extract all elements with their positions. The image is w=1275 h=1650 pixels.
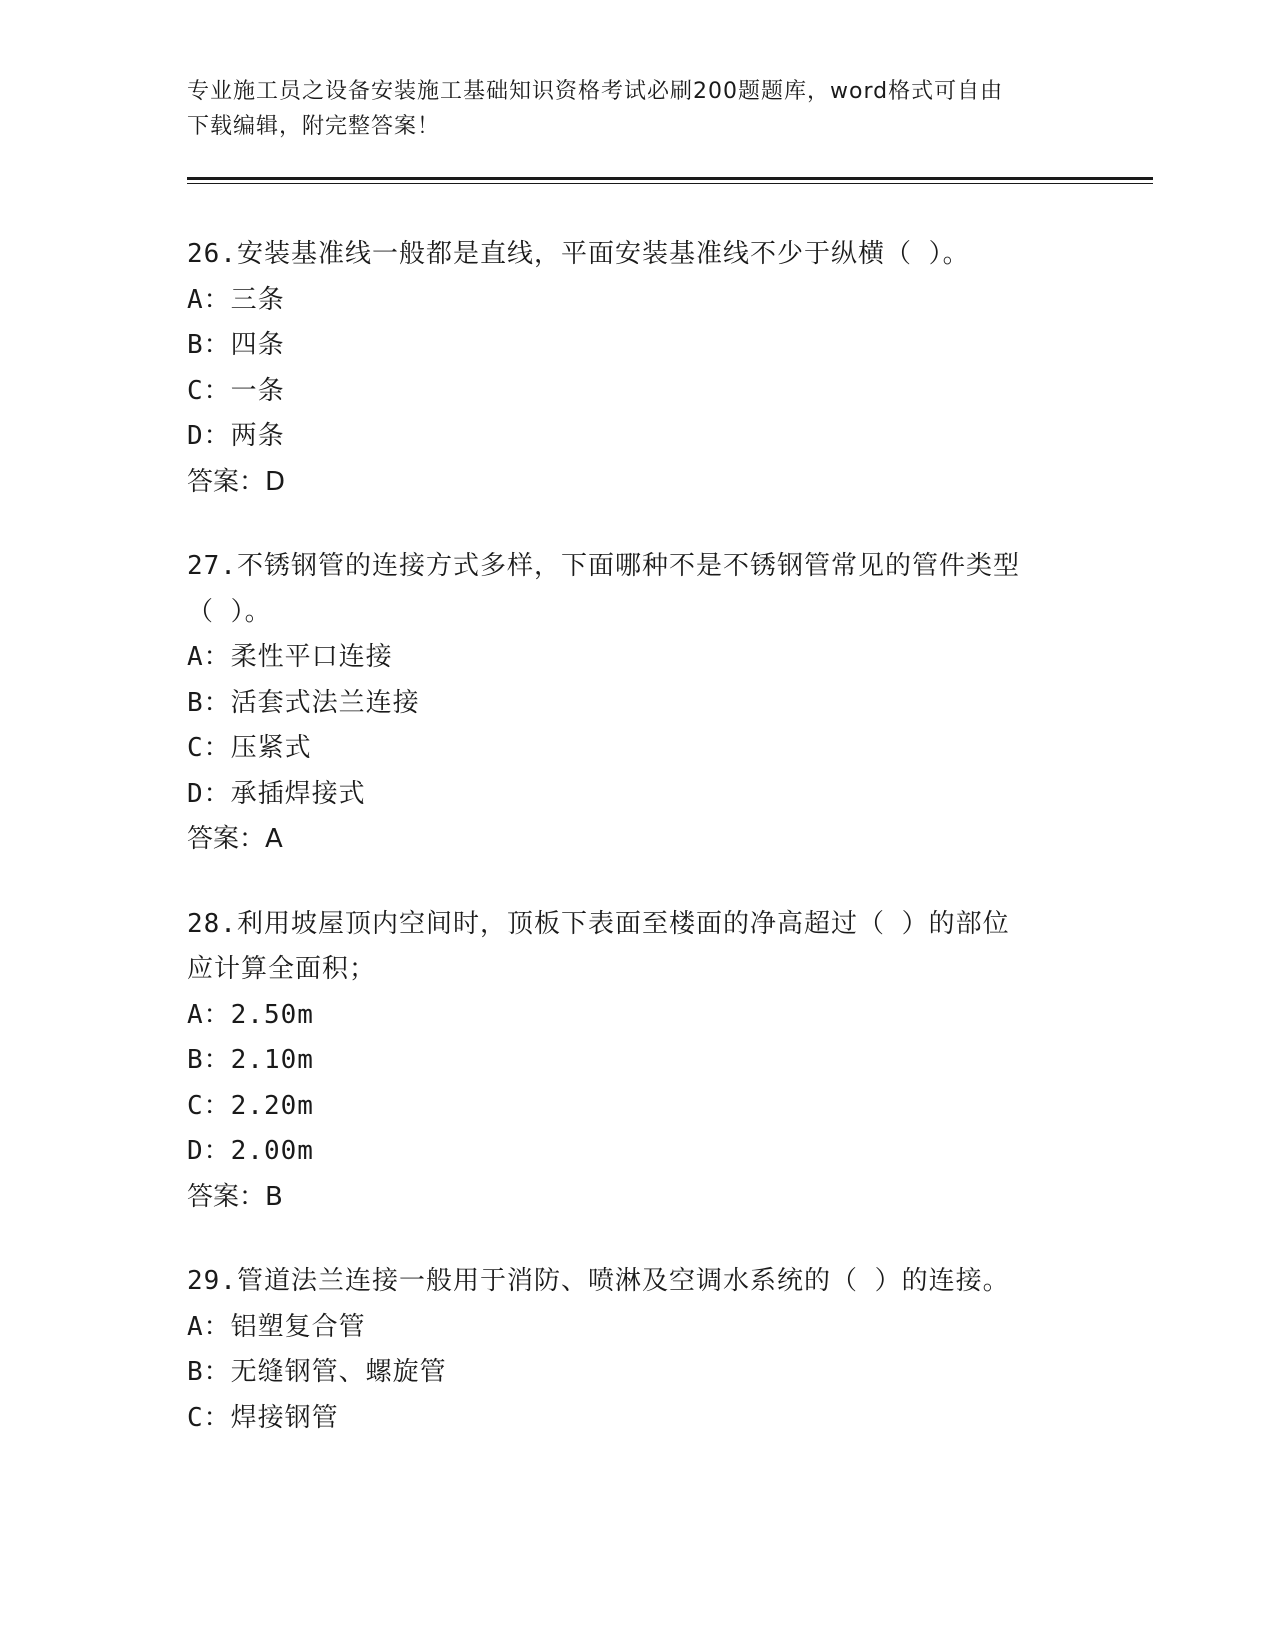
header-line-1: 专业施工员之设备安装施工基础知识资格考试必刷200题题库，word格式可自由 [187,79,1004,104]
option-a: A：铝塑复合管 [187,1311,366,1342]
question-29 [187,1259,1087,1441]
question-text: 29.管道法兰连接一般用于消防、喷淋及空调水系统的（ ）的连接。 [187,1266,1010,1296]
option-b: B：2.10m [187,1045,314,1075]
option-a: A：2.50m [187,999,314,1030]
option-c: C：压紧式 [187,733,312,763]
option-b: B：活套式法兰连接 [187,687,420,718]
answer: 答案：A [187,824,283,854]
option-c: C：一条 [187,375,285,406]
option-a: A：三条 [187,284,285,315]
option-a: A：柔性平口连接 [187,642,393,672]
header-divider-thick [187,177,1153,180]
option-b: B：四条 [187,330,285,360]
question-text: 28.利用坡屋顶内空间时，顶板下表面至楼面的净高超过（ ）的部位 [187,908,1010,939]
question-text: 27.不锈钢管的连接方式多样，下面哪种不是不锈钢管常见的管件类型 [187,551,1020,581]
question-list [187,232,1087,1480]
header-divider-thin [187,183,1153,184]
answer: 答案：D [187,466,286,497]
question-text: 26.安装基准线一般都是直线，平面安装基准线不少于纵横（ ）。 [187,239,970,269]
option-d: D：两条 [187,421,285,451]
question-26 [187,232,1087,505]
document-header [187,74,1087,144]
question-27 [187,544,1087,863]
header-line-2: 下载编辑，附完整答案！ [187,114,441,139]
option-b: B：无缝钢管、螺旋管 [187,1357,447,1387]
question-28 [187,902,1087,1221]
answer: 答案：B [187,1181,283,1212]
option-c: C：焊接钢管 [187,1402,339,1433]
question-text-continued: 应计算全面积； [187,954,377,984]
question-text-continued: （ ）。 [187,596,272,627]
option-d: D：2.00m [187,1136,314,1166]
option-c: C：2.20m [187,1090,314,1121]
option-d: D：承插焊接式 [187,778,366,809]
